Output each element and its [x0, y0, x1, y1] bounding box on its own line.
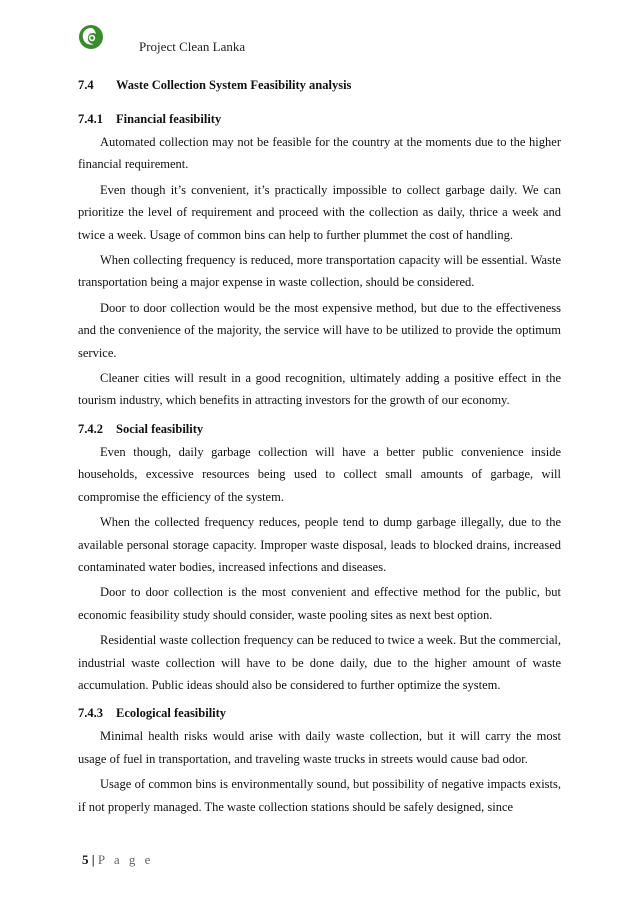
paragraph: Door to door collection is the most convenient and effective method for the public, but economic feasibility study should consider, waste pooling sites as next best option. — [78, 585, 561, 622]
paragraph: Minimal health risks would arise with daily waste collection, but it will carry the most usage of fuel in transportation, and traveling waste trucks in streets would cause bad odor. — [78, 729, 561, 766]
header-title: Project Clean Lanka — [139, 39, 246, 54]
subsection-number: 7.4.1 — [78, 112, 103, 126]
paragraph: Automated collection may not be feasible for the country at the moments due to the higher financial requirement. — [78, 135, 561, 172]
page-separator: | — [91, 852, 95, 867]
paragraph: Cleaner cities will result in a good recognition, ultimately adding a positive effect in the tourism industry, which benefits in attracting investors for the growth of our economy. — [78, 371, 561, 408]
page-label: P a g e — [97, 852, 154, 867]
green-swirl-logo-icon — [78, 24, 104, 50]
subsection-number: 7.4.2 — [78, 421, 103, 436]
paragraph: Even though, daily garbage collection will have a better public convenience inside households, excessive resources being used to collect small amounts of garbage, will compromise the efficiency of the system. — [78, 444, 561, 504]
subsection-title: Ecological feasibility — [116, 706, 227, 721]
paragraph: Residential waste collection frequency can be reduced to twice a week. But the commercial, industrial waste collection will have to be done daily, due to the higher amount of waste accumulation. Public ideas should also be considered to further optimize the system. — [78, 633, 561, 692]
page-footer — [82, 852, 153, 868]
subsection-number: 7.4.3 — [78, 706, 103, 721]
paragraph: When the collected frequency reduces, people tend to dump garbage illegally, due to the available personal storage capacity. Improper waste disposal, leads to blocked drains, increased contaminated water bodies, increased infections and diseases. — [78, 515, 561, 574]
page-header — [78, 22, 578, 62]
section-number: 7.4 — [78, 78, 94, 92]
paragraph: Door to door collection would be the most expensive method, but due to the effectiveness and the convenience of the majority, the service will have to be utilized to provide the optimum service. — [78, 300, 561, 360]
subsection-title: Financial feasibility — [116, 112, 222, 126]
subsection-heading-social — [78, 420, 561, 438]
paragraph: When collecting frequency is reduced, more transportation capacity will be essential. Waste transportation being a major expense in waste collection, should be considered. — [78, 253, 561, 290]
section-title: Waste Collection System Feasibility analysis — [116, 78, 352, 92]
subsection-title: Social feasibility — [116, 421, 204, 436]
paragraph: Usage of common bins is environmentally sound, but possibility of negative impacts exists, if not properly managed. The waste collection stations should be safely designed, since — [78, 777, 561, 814]
subsection-heading-financial — [78, 110, 561, 128]
subsection-heading-ecological — [78, 704, 561, 722]
page-number: 5 — [82, 852, 89, 867]
section-heading — [78, 76, 561, 94]
document-body — [78, 76, 561, 821]
paragraph: Even though it’s convenient, it’s practically impossible to collect garbage daily. We can prioritize the level of requirement and proceed with the collection as daily, thrice a week and twice a week. Usage of common bins can help to further plummet the cost of handling. — [78, 182, 561, 242]
